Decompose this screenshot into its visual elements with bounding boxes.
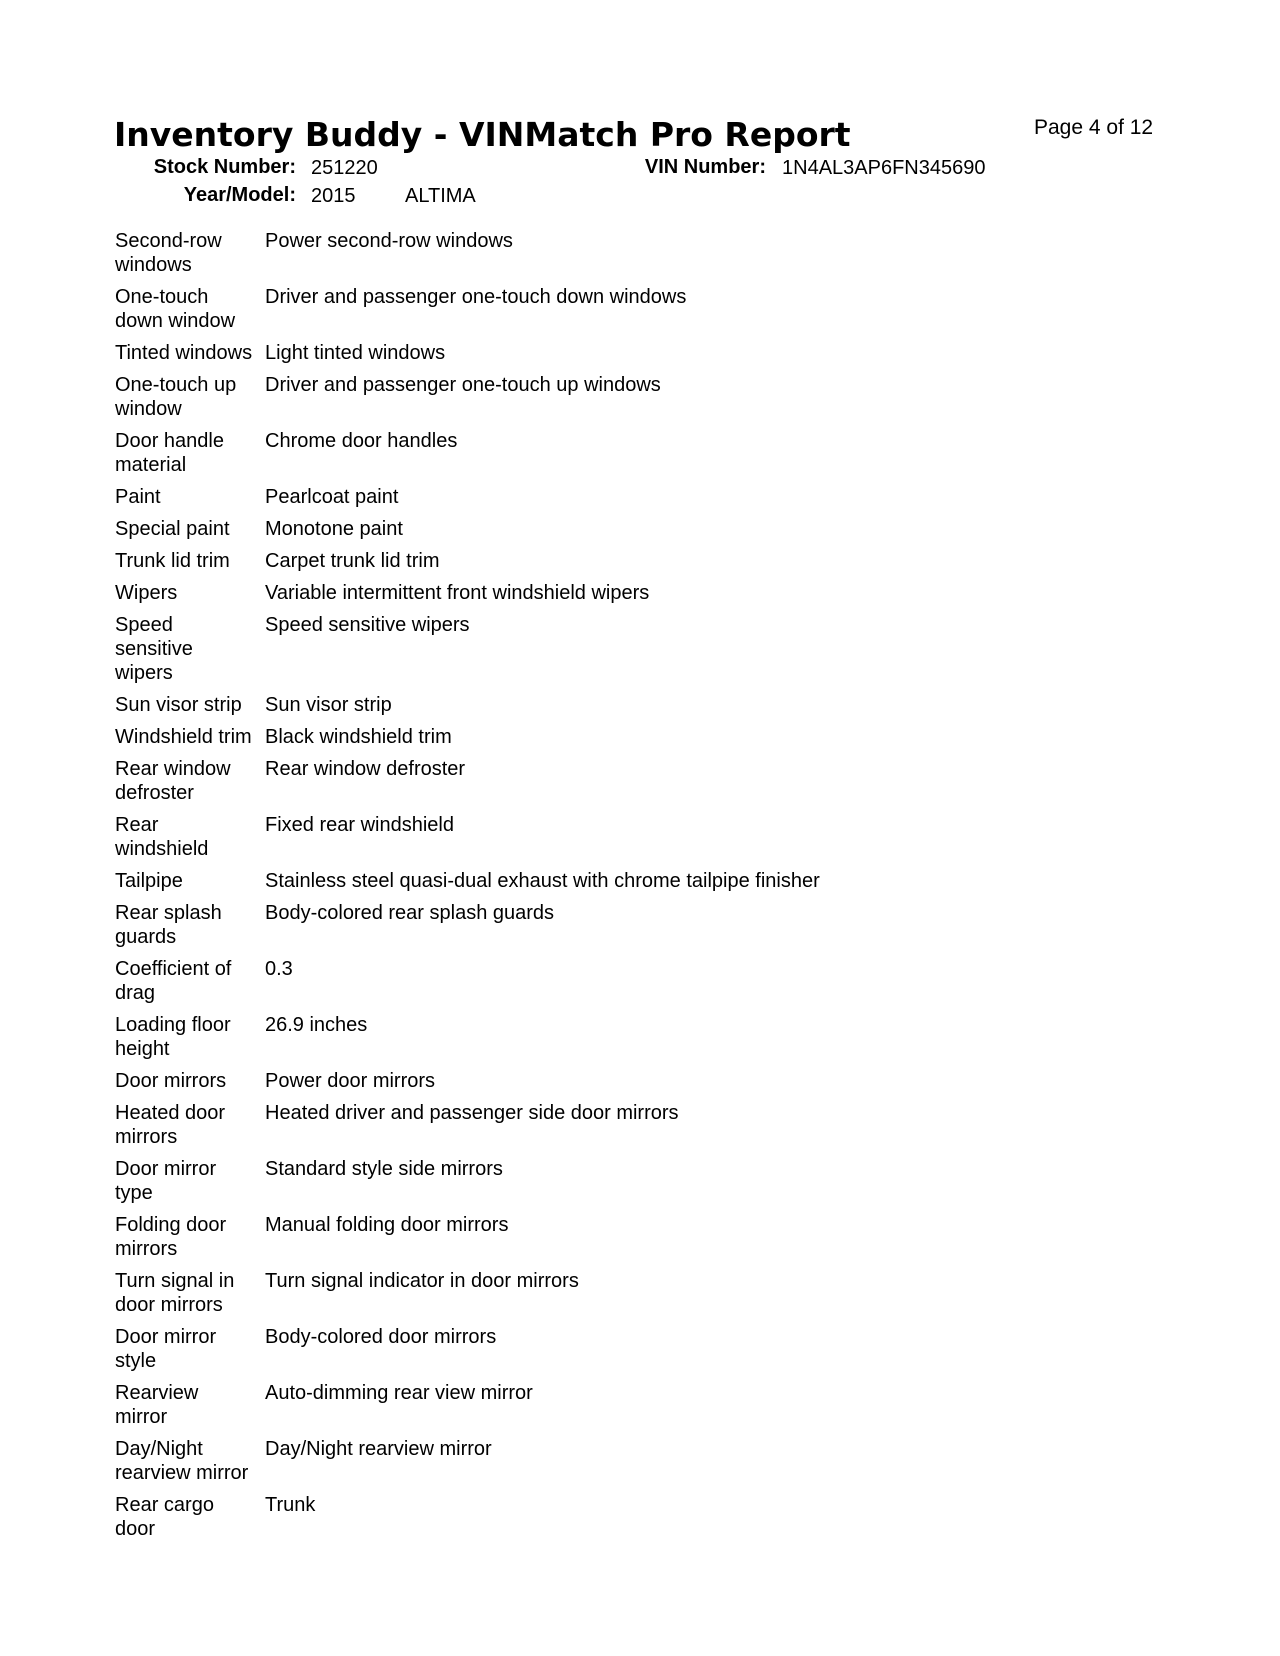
vin-number-label: VIN Number: bbox=[644, 156, 766, 178]
page-number: Page 4 of 12 bbox=[1034, 116, 1154, 139]
spec-value: Turn signal indicator in door mirrors bbox=[265, 1270, 579, 1292]
spec-row bbox=[115, 485, 1015, 509]
spec-name: Loading floor height bbox=[115, 1014, 231, 1060]
spec-row bbox=[115, 549, 1015, 573]
spec-row bbox=[115, 429, 1015, 477]
spec-value: Carpet trunk lid trim bbox=[265, 550, 440, 572]
spec-name: Speed sensitive wipers bbox=[115, 614, 193, 684]
spec-value: Body-colored rear splash guards bbox=[265, 902, 555, 924]
spec-value: Heated driver and passenger side door mirrors bbox=[265, 1102, 679, 1124]
spec-row bbox=[115, 229, 1015, 277]
spec-value: Chrome door handles bbox=[265, 430, 458, 452]
spec-row bbox=[115, 1437, 1015, 1485]
spec-name: Door mirror style bbox=[115, 1326, 217, 1372]
spec-row bbox=[115, 957, 1015, 1005]
spec-row bbox=[115, 757, 1015, 805]
spec-row bbox=[115, 1381, 1015, 1429]
spec-row bbox=[115, 373, 1015, 421]
spec-row bbox=[115, 869, 1015, 893]
stock-number-value: 251220 bbox=[311, 157, 378, 179]
spec-value: Speed sensitive wipers bbox=[265, 614, 470, 636]
spec-value: Day/Night rearview mirror bbox=[265, 1438, 492, 1460]
spec-value: Light tinted windows bbox=[265, 342, 446, 364]
spec-row bbox=[115, 581, 1015, 605]
model-value: ALTIMA bbox=[405, 185, 476, 207]
spec-name: Folding door mirrors bbox=[115, 1214, 227, 1260]
spec-row bbox=[115, 725, 1015, 749]
spec-name: Trunk lid trim bbox=[115, 550, 230, 572]
spec-name: Rear window defroster bbox=[115, 758, 231, 804]
spec-row bbox=[115, 693, 1015, 717]
spec-name: Paint bbox=[115, 486, 161, 508]
spec-value: Rear window defroster bbox=[265, 758, 466, 780]
spec-name: Tailpipe bbox=[115, 870, 183, 892]
spec-value: Sun visor strip bbox=[265, 694, 392, 716]
spec-name: Special paint bbox=[115, 518, 230, 540]
spec-value: Auto-dimming rear view mirror bbox=[265, 1382, 533, 1404]
spec-value: Manual folding door mirrors bbox=[265, 1214, 509, 1236]
spec-value: Body-colored door mirrors bbox=[265, 1326, 497, 1348]
spec-name: Rearview mirror bbox=[115, 1382, 199, 1428]
spec-value: Stainless steel quasi-dual exhaust with chrome tailpipe finisher bbox=[265, 870, 820, 892]
spec-value: Driver and passenger one-touch up windows bbox=[265, 374, 661, 396]
spec-row bbox=[115, 517, 1015, 541]
spec-name: Heated door mirrors bbox=[115, 1102, 226, 1148]
spec-name: Door mirrors bbox=[115, 1070, 227, 1092]
spec-row bbox=[115, 1213, 1015, 1261]
spec-name: Day/Night rearview mirror bbox=[115, 1438, 249, 1484]
spec-name: Door handle material bbox=[115, 430, 224, 476]
spec-name: Tinted windows bbox=[115, 342, 253, 364]
spec-value: Standard style side mirrors bbox=[265, 1158, 503, 1180]
spec-row bbox=[115, 1269, 1015, 1317]
spec-value: Fixed rear windshield bbox=[265, 814, 454, 836]
year-model-label: Year/Model: bbox=[183, 184, 296, 206]
spec-value: Pearlcoat paint bbox=[265, 486, 399, 508]
spec-row bbox=[115, 901, 1015, 949]
spec-row bbox=[115, 1325, 1015, 1373]
spec-row bbox=[115, 813, 1015, 861]
report-title: Inventory Buddy - VINMatch Pro Report bbox=[114, 115, 851, 154]
spec-row bbox=[115, 1157, 1015, 1205]
spec-row bbox=[115, 1013, 1015, 1061]
spec-row bbox=[115, 341, 1015, 365]
spec-name: Rear splash guards bbox=[115, 902, 222, 948]
spec-row bbox=[115, 1493, 1015, 1541]
spec-value: Power door mirrors bbox=[265, 1070, 436, 1092]
year-value: 2015 bbox=[311, 185, 356, 207]
spec-name: Rear cargo door bbox=[115, 1494, 214, 1540]
spec-value: 26.9 inches bbox=[265, 1014, 368, 1036]
spec-row bbox=[115, 613, 1015, 685]
spec-name: One-touch up window bbox=[115, 374, 237, 420]
spec-value: Driver and passenger one-touch down windows bbox=[265, 286, 687, 308]
spec-value: 0.3 bbox=[265, 958, 293, 980]
spec-row bbox=[115, 1101, 1015, 1149]
spec-value: Monotone paint bbox=[265, 518, 403, 540]
spec-value: Black windshield trim bbox=[265, 726, 452, 748]
spec-value: Trunk bbox=[265, 1494, 316, 1516]
spec-name: Turn signal in door mirrors bbox=[115, 1270, 235, 1316]
spec-name: Sun visor strip bbox=[115, 694, 242, 716]
spec-value: Power second-row windows bbox=[265, 230, 513, 252]
stock-number-label: Stock Number: bbox=[153, 156, 296, 178]
spec-name: Rear windshield bbox=[115, 814, 209, 860]
vin-number-value: 1N4AL3AP6FN345690 bbox=[782, 157, 986, 179]
spec-row bbox=[115, 285, 1015, 333]
spec-name: One-touch down window bbox=[115, 286, 236, 332]
spec-value: Variable intermittent front windshield wipers bbox=[265, 582, 650, 604]
spec-name: Wipers bbox=[115, 582, 178, 604]
spec-name: Windshield trim bbox=[115, 726, 252, 748]
spec-name: Coefficient of drag bbox=[115, 958, 232, 1004]
spec-name: Door mirror type bbox=[115, 1158, 217, 1204]
spec-name: Second-row windows bbox=[115, 230, 222, 276]
spec-list bbox=[115, 229, 1015, 1549]
spec-row bbox=[115, 1069, 1015, 1093]
